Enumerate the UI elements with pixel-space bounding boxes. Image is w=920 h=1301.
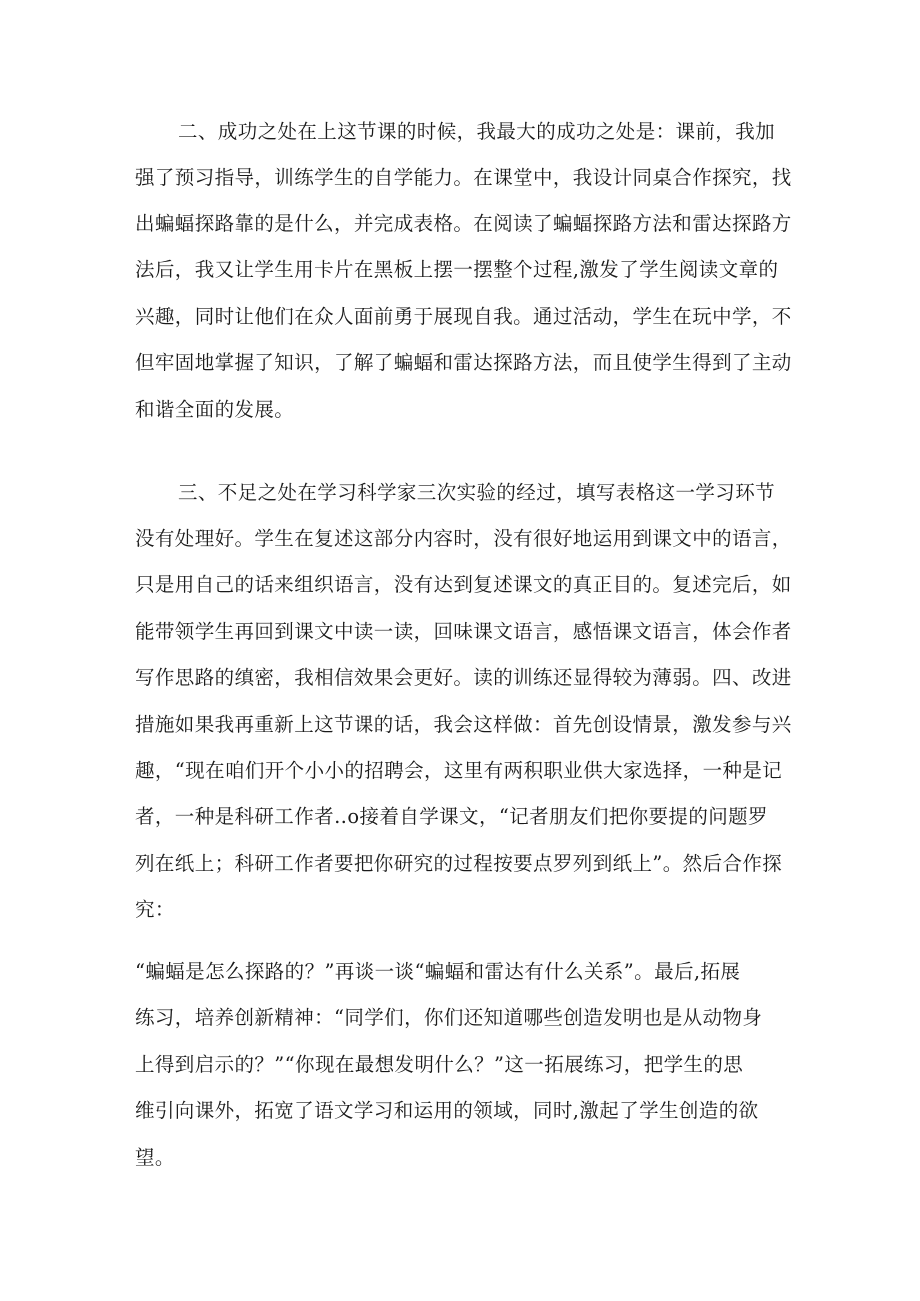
text-line: 维引向课外，拓宽了语文学习和运用的领域，同时,激起了学生创造的欲 xyxy=(135,1099,759,1122)
text-line: 写作思路的缜密，我相信效果会更好。读的训练还显得较为薄弱。四、改进 xyxy=(135,666,792,689)
text-line: 只是用自己的话来组织语言，没有达到复述课文的真正目的。复述完后，如 xyxy=(135,573,792,596)
text-line: 三、不足之处在学习科学家三次实验的经过，填写表格这一学习环节 xyxy=(178,481,776,504)
text-line: 究： xyxy=(135,898,175,921)
text-line: 没有处理好。学生在复述这部分内容时，没有很好地运用到课文中的语言， xyxy=(135,527,792,550)
text-line: 望。 xyxy=(135,1146,175,1169)
text-line: 出蝙蝠探路靠的是什么，并完成表格。在阅读了蝙蝠探路方法和雷达探路方 xyxy=(135,212,792,235)
text-line: 和谐全面的发展。 xyxy=(135,398,295,421)
text-line: 练习，培养创新精神：“同学们，你们还知道哪些创造发明也是从动物身 xyxy=(135,1006,763,1029)
text-line: 强了预习指导，训练学生的自学能力。在课堂中，我设计同桌合作探究，找 xyxy=(135,166,792,189)
text-line: 二、成功之处在上这节课的时候，我最大的成功之处是：课前，我加 xyxy=(178,120,776,143)
text-line: 能带领学生再回到课文中读一读，回味课文语言，感悟课文语言，体会作者 xyxy=(135,620,792,643)
text-line: 上得到启示的？”“你现在最想发明什么？”这一拓展练习，把学生的思 xyxy=(135,1053,744,1076)
text-line: 者，一种是科研工作者‥o接着自学课文，“记者朋友们把你要提的问题罗 xyxy=(135,805,768,828)
text-line: 措施如果我再重新上这节课的话，我会这样做：首先创设情景，激发参与兴 xyxy=(135,713,792,736)
text-line: 兴趣，同时让他们在众人面前勇于展现自我。通过活动，学生在玩中学，不 xyxy=(135,305,792,328)
text-line: 趣，“现在咱们开个小小的招聘会，这里有两积职业供大家选择，一种是记 xyxy=(135,759,783,782)
text-line: 但牢固地掌握了知识，了解了蝙蝠和雷达探路方法，而且使学生得到了主动 xyxy=(135,351,792,374)
text-line: “蝙蝠是怎么探路的？”再谈一谈“蝙蝠和雷达有什么关系”。最后,拓展 xyxy=(135,960,741,983)
text-line: 法后，我又让学生用卡片在黑板上摆一摆整个过程,激发了学生阅读文章的 xyxy=(135,258,779,281)
text-line: 列在纸上；科研工作者要把你研究的过程按要点罗列到纸上”。然后合作探 xyxy=(135,852,783,875)
